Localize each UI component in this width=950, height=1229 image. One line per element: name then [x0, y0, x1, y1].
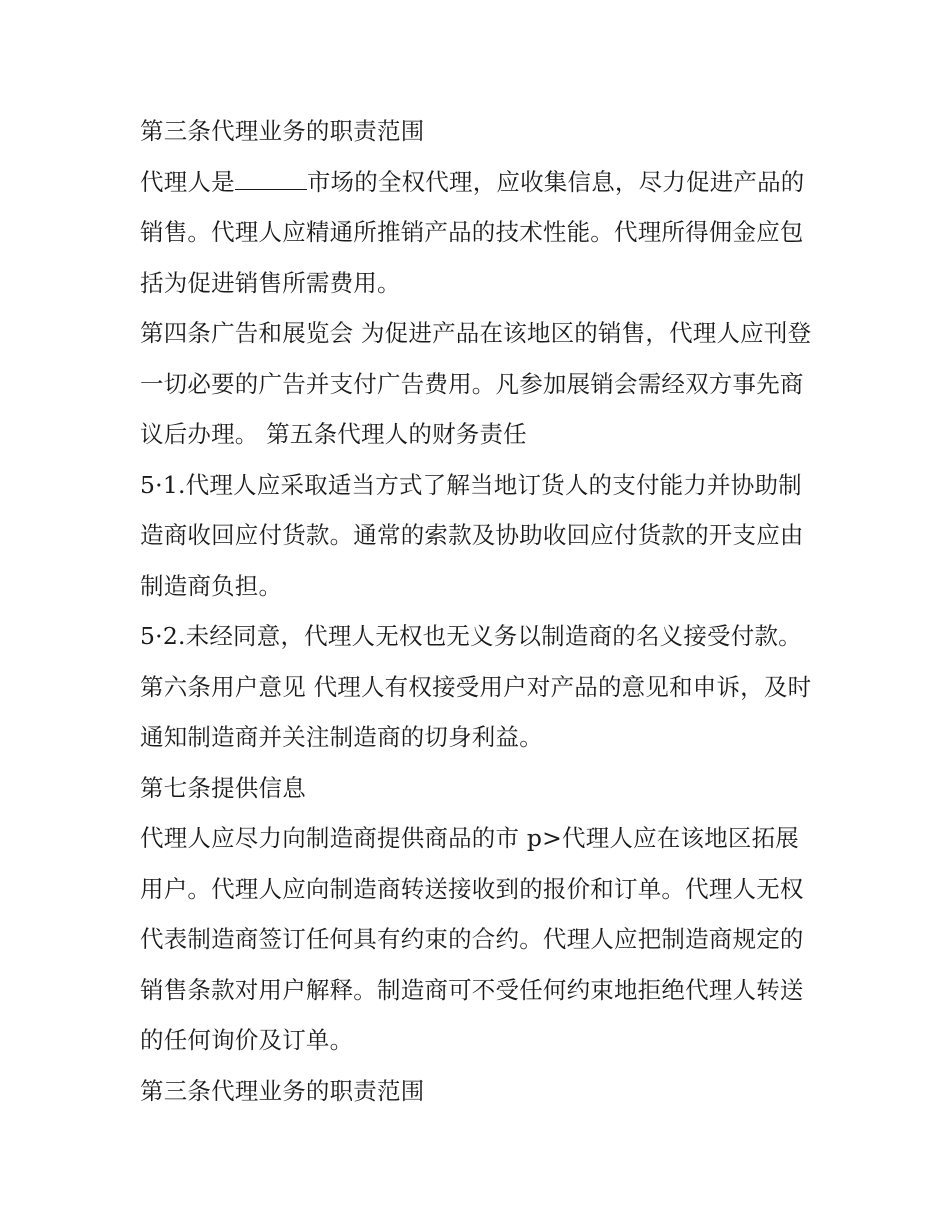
article-paragraph: 第四条广告和展览会 为促进产品在该地区的销售，代理人应刊登一切必要的广告并支付广告费用。凡参加展销会需经双方事先商议后办理。 第五条代理人的财务责任 — [140, 319, 812, 448]
clause-paragraph: 5·2.未经同意，代理人无权也无义务以制造商的名义接受付款。 第六条用户意见 代理人有权接受用户对产品的意见和申诉，及时通知制造商并关注制造商的切身利益。 — [140, 622, 812, 751]
fill-in-blank — [235, 169, 307, 190]
article-heading: 第七条提供信息 — [140, 773, 306, 802]
paragraph-text: 市场的全权代理，应收集信息，尽力促进产品的销售。代理人应精通所推销产品的技术性能。代理所得佣金应包括为促进销售所需费用。 — [140, 167, 805, 297]
clause-paragraph: 5·1.代理人应采取适当方式了解当地订货人的支付能力并协助制造商收回应付货款。通常的索款及协助收回应付货款的开支应由制造商负担。 — [140, 470, 804, 600]
paragraph-text: 代理人是 — [140, 167, 235, 196]
article-paragraph — [140, 157, 816, 309]
article-heading: 第三条代理业务的职责范围 — [140, 117, 425, 145]
document-body — [140, 106, 816, 1116]
article-heading: 第三条代理业务的职责范围 — [140, 1076, 425, 1105]
article-paragraph: 代理人应尽力向制造商提供商品的市 p>代理人应在该地区拓展用户。代理人应向制造商转送接收到的报价和订单。代理人无权代表制造商签订任何具有约束的合约。代理人应把制造商规定的销售条款对用户解释。制造商可不受任何约束地拒绝代理人转送的任何询价及订单。 — [140, 824, 804, 1054]
